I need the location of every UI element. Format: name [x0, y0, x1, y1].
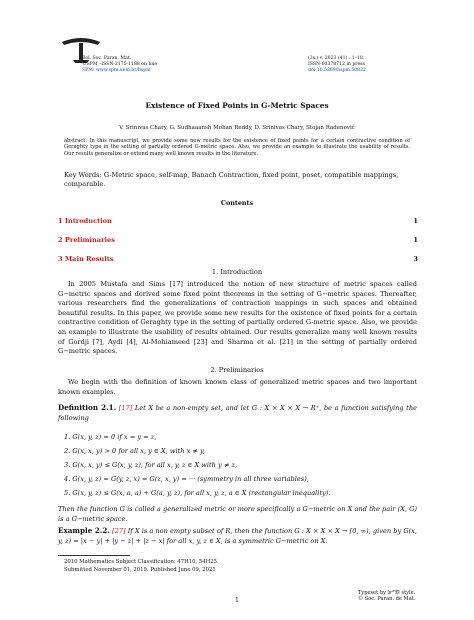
condition-5: 5. G(x, y, z) ≤ G(x, a, a) + G(a, y, z), for all x, y, z, a ∈ X (rectangular inequality). — [64, 489, 331, 497]
preliminaries-paragraph: We begin with the definition of known known class of generalized metric spaces and two important known examples. — [58, 378, 417, 396]
toc-item-introduction[interactable] — [58, 217, 418, 225]
journal-name: Bol. Soc. Paran. Mat. — [82, 56, 132, 61]
section-heading-preliminaries: 2. Preliminaries — [210, 366, 264, 374]
toc-item-main-results[interactable] — [58, 255, 418, 263]
keywords-text: G-Metric space, self-map, Banach Contraction, fixed point, poset, compatible mappings, comparable. — [64, 171, 399, 188]
definition-citation[interactable]: [17] — [118, 404, 133, 412]
journal-header-right — [308, 56, 418, 74]
condition-3: 3. G(x, x, y) ≤ G(x, y, z), for all x, y, z ∈ X with y ≠ z, — [64, 461, 238, 469]
journal-url[interactable]: SPM: www.spm.uem.br/bspm — [82, 68, 151, 73]
page-number: 1 — [235, 597, 239, 604]
abstract-label: abstract: — [64, 138, 88, 144]
keywords — [64, 171, 414, 188]
condition-2: 2. G(x, x, y) > 0 for all x, y ∈ X, with x ≠ y, — [64, 447, 205, 455]
typeset-line-1: Typeset by 𝔅ˢᴾ𝔐 style. — [358, 590, 416, 596]
journal-header-left — [82, 56, 157, 74]
example-text: If X is a non empty subset of R, then the function G : X × X × X → [0, ∞), given by G(x, y, z) = |x − y| + |y − z| + |z − x| for all x, y, z ∈ X, is a symmetric G−metric on X. — [58, 527, 417, 545]
condition-4: 4. G(x, y, z) = G(y, z, x) = G(z, x, y) = ··· (symmetry in all three variables), — [64, 475, 309, 483]
journal-issn: ©SPM –ISSN-2175-1188 on line — [82, 62, 158, 67]
paper-title: Existence of Fixed Points in G-Metric Spaces — [145, 101, 329, 110]
toc-item-preliminaries[interactable] — [58, 236, 418, 244]
toc-label[interactable]: 1 Introduction — [58, 217, 112, 225]
volume-info: (3s.) v. 2023 (41) : 1–18. — [308, 56, 365, 61]
toc-page: 1 — [413, 236, 418, 244]
toc-page: 1 — [413, 217, 418, 225]
definition-conclusion: Then the function G is called a generalized metric or more specifically a G−metric on X and the pair (X, G) is a G−metric space. — [58, 505, 417, 523]
introduction-paragraph: In 2005 Mustafa and Sims [17] introduced the notion of new structure of metric spaces called G−metric spaces and derived some fixed point theorems in the setting of G−metric spaces. Thereafter, various researchers find the generalizations of contraction mappings in such spaces and obtained beautiful results. In this paper, we provide some new results for the existence of fixed points for a certain contractive condition of Geraghty type in the setting of partially ordered G-metric space. Also, we provide an example to illustrate the usability of results obtained. Our results generalize many well known results of Gordji [7], Aydi [4], Al-Mohiameed [23] and Sharma et al. [21] in the setting of partially ordered G−metric spaces. — [58, 280, 417, 356]
doi-link[interactable]: doi:10.5269/bspm.50822 — [308, 68, 366, 73]
example-citation[interactable]: [27] — [112, 527, 126, 535]
footnote-msc: 2010 Mathematics Subject Classification: 47H10, 54H25. — [64, 559, 219, 565]
section-heading-introduction: 1. Introduction — [211, 268, 263, 276]
footnote-rule — [58, 555, 130, 556]
footnote-submitted: Submitted November 01, 2019. Published June 09, 2021 — [64, 567, 216, 573]
definition-2-1 — [58, 403, 417, 423]
abstract — [64, 138, 410, 157]
example-2-2 — [58, 526, 417, 546]
toc-label[interactable]: 2 Preliminaries — [58, 236, 115, 244]
definition-label: Definition 2.1. — [58, 403, 117, 412]
keywords-label: Key Words: — [64, 171, 102, 179]
example-label: Example 2.2. — [58, 526, 110, 535]
issn-press: ISSN-00378712 in press — [308, 62, 365, 67]
condition-1: 1. G(x, y, z) = 0 if x = y = z, — [64, 433, 157, 441]
contents-heading: Contents — [220, 199, 254, 207]
toc-label[interactable]: 3 Main Results — [58, 255, 114, 263]
abstract-text: In this manuscript, we provide some new results for the existence of fixed points for a certain contractive condition of Geraghty type in the setting of partially ordered G-metric space. Also, we provide an example to illustrate the usability of results. Our results generalize or extend many well known results in the literature. — [64, 138, 410, 157]
definition-conditions — [64, 433, 414, 503]
definition-text: Let X be a non-empty set, and let G : X × X × X → R⁺, be a function satisfying the following — [58, 404, 417, 422]
typeset-line-2: © Soc. Paran. de Mat. — [358, 596, 416, 603]
paper-authors: V. Srinivas Chary, G. Sudhaaansh Mohan Reddy, D. Srinivas Chary, Stojan Radenović — [119, 125, 355, 131]
toc-page: 3 — [413, 255, 418, 263]
